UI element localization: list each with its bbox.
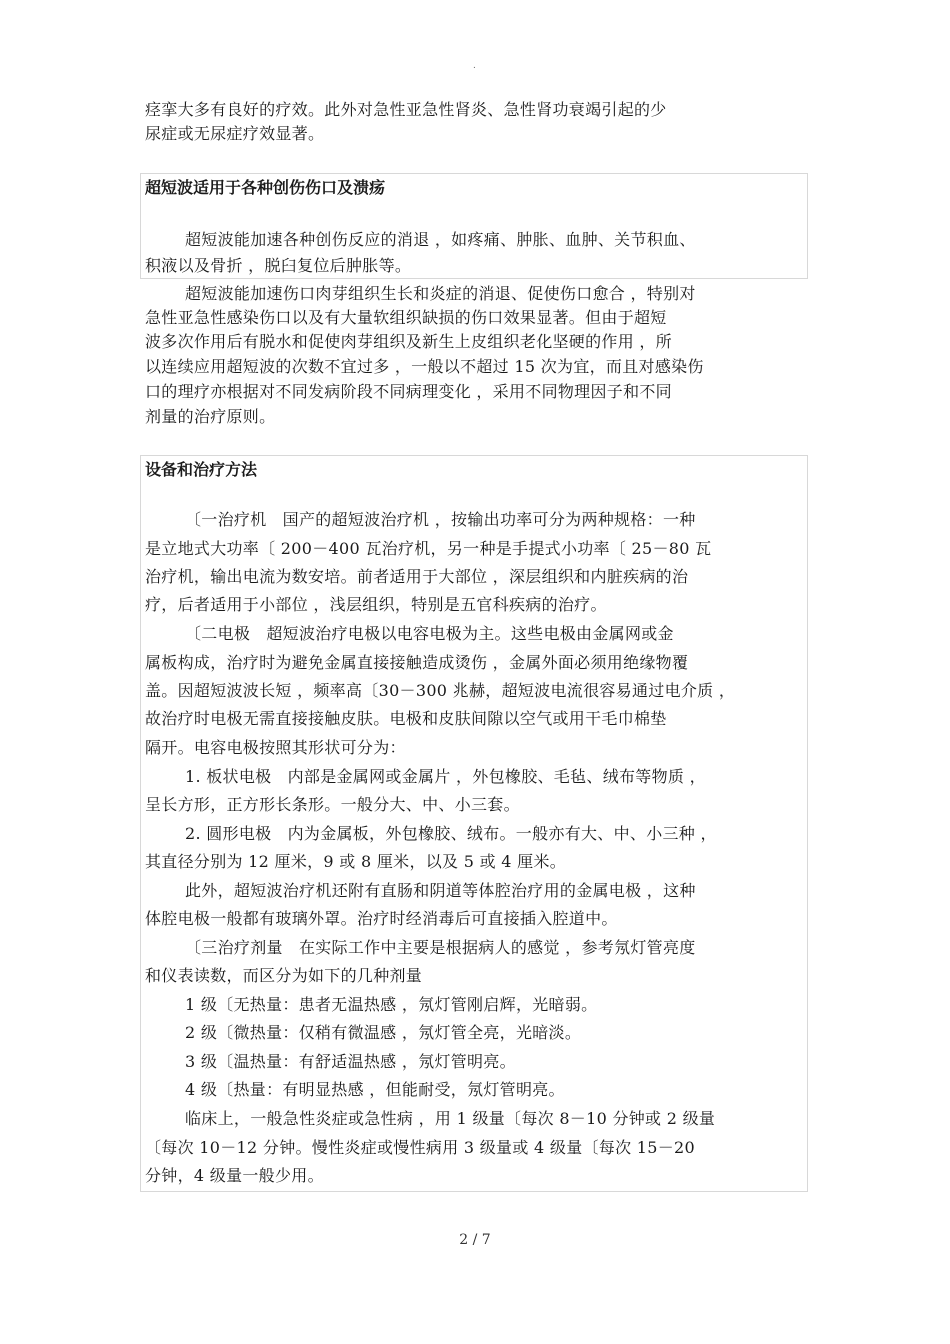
section2-line-21: 4 级〔热量：有明显热感 ，但能耐受，氖灯管明亮。 [185, 1080, 565, 1099]
section2-line-18: 1 级〔无热量：患者无温热感 ，氖灯管刚启辉，光暗弱。 [185, 995, 598, 1014]
intro-line-2: 尿症或无尿症疗效显著。 [145, 124, 325, 143]
section2-line-1: 〔一治疗机 国产的超短波治疗机 ，按输出功率可分为两种规格：一种 [185, 510, 696, 529]
section1-box-line-1: 超短波能加速各种创伤反应的消退 ，如疼痛、肿胀、血肿、关节积血、 [185, 230, 696, 249]
section2-line-15: 体腔电极一般都有玻璃外罩。治疗时经消毒后可直接插入腔道中。 [145, 909, 618, 928]
section2-line-7: 盖。因超短波波长短 ，频率高〔30－300 兆赫，超短波电流很容易通过电介质 ， [145, 681, 736, 700]
section2-line-17: 和仪表读数，而区分为如下的几种剂量 [145, 966, 423, 985]
section2-line-24: 分钟，4 级量一般少用。 [145, 1166, 324, 1185]
section2-line-19: 2 级〔微热量：仅稍有微温感 ，氖灯管全亮，光暗淡。 [185, 1023, 582, 1042]
section2-line-14: 此外，超短波治疗机还附有直肠和阴道等体腔治疗用的金属电极 ，这种 [185, 881, 696, 900]
section2-line-3: 治疗机，输出电流为数安培。前者适用于大部位 ，深层组织和内脏疾病的治 [145, 567, 689, 586]
section2-line-2: 是立地式大功率〔 200－400 瓦治疗机，另一种是手提式小功率〔 25－80 瓦 [145, 539, 712, 558]
section1-heading: 超短波适用于各种创伤伤口及溃疡 [145, 178, 386, 197]
top-mark: . [473, 60, 476, 71]
section2-line-9: 隔开。电容电极按照其形状可分为： [145, 738, 406, 757]
section2-line-20: 3 级〔温热量：有舒适温热感 ，氖灯管明亮。 [185, 1052, 516, 1071]
section2-line-6: 属板构成，治疗时为避免金属直接接触造成烫伤 ，金属外面必须用绝缘物覆 [145, 653, 689, 672]
section2-line-8: 故治疗时电极无需直接接触皮肤。电极和皮肤间隙以空气或用干毛巾棉垫 [145, 709, 667, 728]
section2-line-4: 疗，后者适用于小部位 ，浅层组织，特别是五官科疾病的治疗。 [145, 595, 607, 614]
section2-line-5: 〔二电极 超短波治疗电极以电容电极为主。这些电极由金属网或金 [185, 624, 674, 643]
section2-line-13: 其直径分别为 12 厘米，9 或 8 厘米，以及 5 或 4 厘米。 [145, 852, 567, 871]
section1-line-2: 急性亚急性感染伤口以及有大量软组织缺损的伤口效果显著。但由于超短 [145, 308, 667, 327]
section2-line-23: 〔每次 10－12 分钟。慢性炎症或慢性病用 3 级量或 4 级量〔每次 15－20 [145, 1138, 695, 1157]
page-number: 2 / 7 [459, 1232, 491, 1248]
section2-heading: 设备和治疗方法 [145, 460, 258, 479]
section2-line-11: 呈长方形，正方形长条形。一般分大、中、小三套。 [145, 795, 520, 814]
section2-line-16: 〔三治疗剂量 在实际工作中主要是根据病人的感觉 ，参考氖灯管亮度 [185, 938, 696, 957]
section2-line-12: 2. 圆形电极 内为金属板，外包橡胶、绒布。一般亦有大、中、小三种 ， [185, 824, 717, 843]
section1-line-1: 超短波能加速伤口肉芽组织生长和炎症的消退、促使伤口愈合 ，特别对 [185, 284, 696, 303]
section1-line-5: 口的理疗亦根据对不同发病阶段不同病理变化 ，采用不同物理因子和不同 [145, 382, 672, 401]
section2-line-10: 1. 板状电极 内部是金属网或金属片 ，外包橡胶、毛毡、绒布等物质 ， [185, 767, 706, 786]
section1-line-4: 以连续应用超短波的次数不宜过多 ，一般以不超过 15 次为宜，而且对感染伤 [145, 357, 704, 376]
section2-line-22: 临床上，一般急性炎症或急性病 ，用 1 级量〔每次 8－10 分钟或 2 级量 [185, 1109, 716, 1128]
section1-line-6: 剂量的治疗原则。 [145, 407, 276, 426]
intro-line-1: 痉挛大多有良好的疗效。此外对急性亚急性肾炎、急性肾功衰竭引起的少 [145, 100, 667, 119]
section1-box-line-2: 积液以及骨折 ，脱臼复位后肿胀等。 [145, 256, 412, 275]
section1-line-3: 波多次作用后有脱水和促使肉芽组织及新生上皮组织老化坚硬的作用 ，所 [145, 332, 672, 351]
